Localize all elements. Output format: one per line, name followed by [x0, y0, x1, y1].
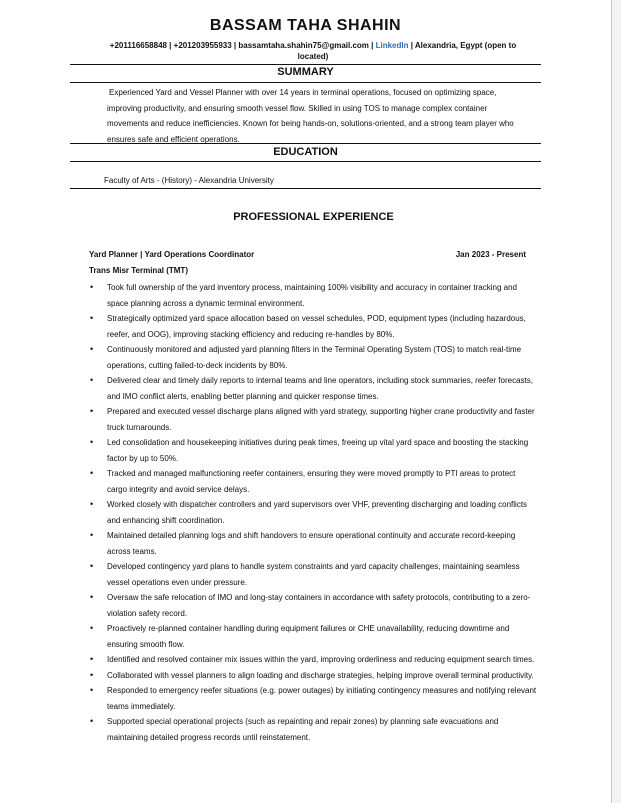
experience-bullet: • Identified and resolved container mix issues within the yard, improving orderliness and reducing equipment search times.: [107, 652, 537, 668]
experience-bullet: • Proactively re-planned container handling during equipment failures or CHE unavailability, reducing downtime and ensuring smooth flow.: [107, 621, 537, 652]
job-title: Yard Planner | Yard Operations Coordinator: [89, 250, 255, 259]
experience-bullet: • Continuously monitored and adjusted yard planning filters in the Terminal Operating System (TOS) to match real-time operations, cutting failed-to-deck incidents by 80%.: [107, 342, 537, 373]
experience-bullet: • Delivered clear and timely daily reports to internal teams and line operators, including stock summaries, reefer forecasts, and IMO conflict alerts, enabling better planning and quicker response times.: [107, 373, 537, 404]
summary-heading: SUMMARY: [277, 66, 334, 78]
experience-bullet-list: [107, 280, 537, 745]
education-rule-top: [70, 143, 541, 144]
summary-rule-top: [70, 64, 541, 65]
experience-bullet: • Took full ownership of the yard inventory process, maintaining 100% visibility and accuracy in container tracking and space planning across a dynamic terminal environment.: [107, 280, 537, 311]
experience-bullet: • Prepared and executed vessel discharge plans aligned with yard strategy, supporting higher crane productivity and faster truck turnarounds.: [107, 404, 537, 435]
education-rule-bottom: [70, 161, 541, 162]
job-dates: Jan 2023 - Present: [455, 250, 526, 259]
contact-location: | Alexandria, Egypt (open to located): [297, 41, 517, 61]
contact-line: [98, 40, 528, 62]
experience-bullet: • Developed contingency yard plans to handle system constraints and yard capacity challenges, maintaining seamless vessel operations even under pressure.: [107, 559, 537, 590]
experience-bullet: • Led consolidation and housekeeping initiatives during peak times, freeing up vital yard space and boosting the stacking factor by up to 50%.: [107, 435, 537, 466]
experience-bullet: • Responded to emergency reefer situations (e.g. power outages) by initiating contingency measures and notifying relevant teams immediately.: [107, 683, 537, 714]
education-heading: EDUCATION: [273, 146, 338, 158]
experience-bullet: • Tracked and managed malfunctioning reefer containers, ensuring they were moved promptly to PTI areas to protect cargo integrity and avoid service delays.: [107, 466, 537, 497]
candidate-name: BASSAM TAHA SHAHIN: [209, 17, 402, 34]
experience-bullet: • Maintained detailed planning logs and shift handovers to ensure operational continuity and accurate record-keeping across teams.: [107, 528, 537, 559]
experience-bullet: • Oversaw the safe relocation of IMO and long-stay containers in accordance with safety protocols, contributing to a zero-violation safety record.: [107, 590, 537, 621]
experience-bullet: • Supported special operational projects (such as repainting and repair zones) by planning safe evacuations and maintaining detailed progress records until reinstatement.: [107, 714, 537, 745]
company-name: Trans Misr Terminal (TMT): [89, 266, 188, 275]
contact-details: +201116658848 | +201203955933 | bassamtaha.shahin75@gmail.com |: [109, 41, 376, 50]
experience-bullet: • Worked closely with dispatcher controllers and yard supervisors over VHF, preventing discharging and loading conflicts and enhancing shift coordination.: [107, 497, 537, 528]
education-entry: Faculty of Arts - (History) - Alexandria University: [104, 176, 274, 185]
experience-bullet: • Strategically optimized yard space allocation based on vessel schedules, POD, equipment types (including hazardous, reefer, and OOG), improving stacking efficiency and reducing re-handles by 80%.: [107, 311, 537, 342]
summary-rule-bottom: [70, 82, 541, 83]
education-rule-end: [70, 188, 541, 189]
viewer-scroll-edge: [612, 0, 621, 803]
experience-bullet: • Collaborated with vessel planners to align loading and discharge strategies, helping improve overall terminal productivity.: [107, 668, 537, 684]
summary-text: Experienced Yard and Vessel Planner with over 14 years in terminal operations, focused on optimizing space, improving productivity, and ensuring smooth vessel flow. Skilled in using TOS to manage complex container movements and reduce inefficiencies. Known for being hands-on, solutions-oriented, and a strong team player who ensures safe and efficient operations.: [107, 88, 514, 144]
linkedin-link[interactable]: LinkedIn: [375, 41, 409, 50]
experience-heading: PROFESSIONAL EXPERIENCE: [233, 211, 394, 223]
